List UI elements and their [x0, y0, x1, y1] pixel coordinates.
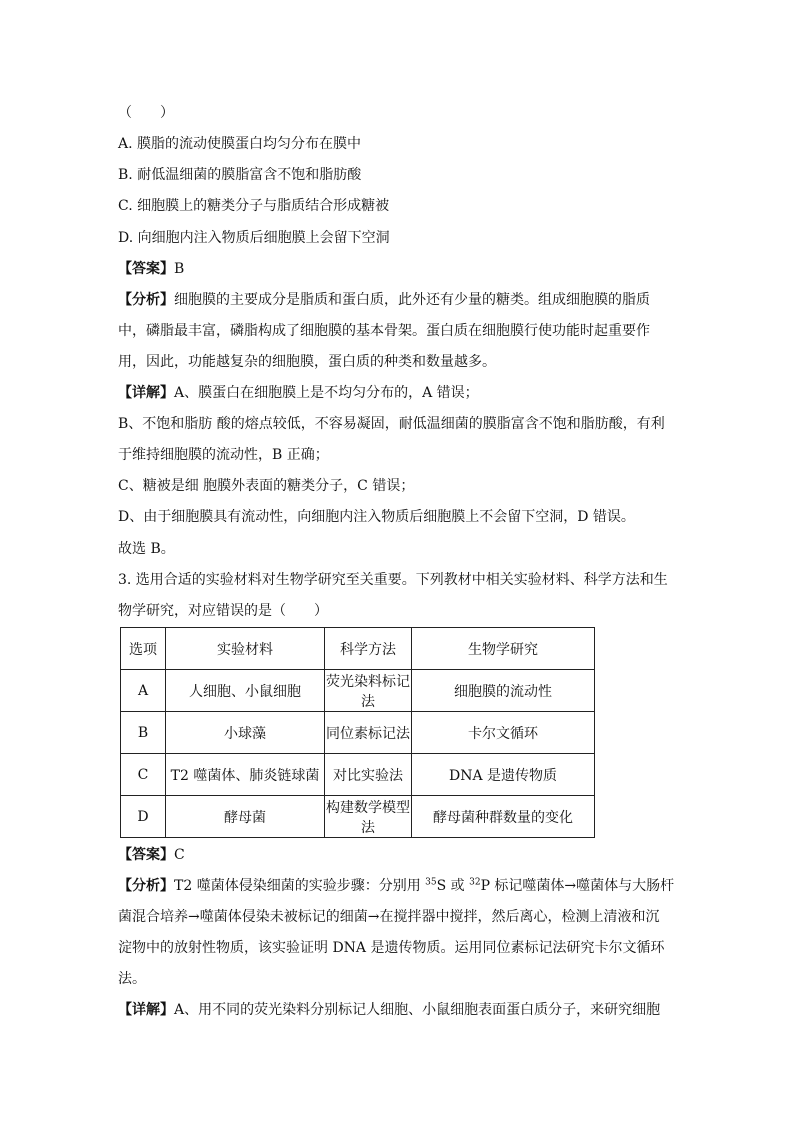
table-cell: 人细胞、小鼠细胞 [166, 670, 325, 712]
table-cell: 构建数学模型法 [325, 796, 412, 838]
q2-detail-line-3: 于维持细胞膜的流动性，B 正确； [118, 447, 329, 463]
answer-value: B [174, 261, 185, 277]
q3-analysis-line-1 [118, 876, 678, 896]
analysis-tag: 【分析】 [118, 878, 174, 894]
table-cell: B [121, 712, 166, 754]
q3-analysis-line-3: 淀物中的放射性物质，该实验证明 DNA 是遗传物质。运用同位素标记法研究卡尔文循环 [118, 940, 665, 956]
detail-text: A、膜蛋白在细胞膜上是不均匀分布的，A 错误； [174, 385, 479, 401]
table-cell: C [121, 754, 166, 796]
option-c: C. 细胞膜上的糖类分子与脂质结合形成糖被 [118, 198, 390, 214]
table-header-row [121, 628, 595, 670]
isotope-mass: 32 [469, 877, 481, 888]
analysis-text: S 或 [436, 878, 470, 894]
detail-tag: 【详解】 [118, 385, 174, 401]
option-a: A. 膜脂的流动使膜蛋白均匀分布在膜中 [118, 136, 362, 152]
answer-value: C [174, 847, 185, 863]
option-b: B. 耐低温细菌的膜脂富含不饱和脂肪酸 [118, 167, 362, 183]
q2-analysis-line-1 [118, 290, 678, 310]
analysis-text: T2 噬菌体侵染细菌的实验步骤：分别用 [174, 878, 426, 894]
q2-analysis-line-3: 用，因此，功能越复杂的细胞膜，蛋白质的种类和数量越多。 [118, 354, 496, 370]
q2-answer-line [118, 259, 678, 279]
table-cell: D [121, 796, 166, 838]
table-cell: 酵母菌 [166, 796, 325, 838]
table-cell: 酵母菌种群数量的变化 [412, 796, 595, 838]
option-d: D. 向细胞内注入物质后细胞膜上会留下空洞 [118, 230, 390, 246]
q2-analysis-line-2: 中，磷脂最丰富，磷脂构成了细胞膜的基本骨架。蛋白质在细胞膜行使功能时起重要作 [118, 323, 650, 339]
answer-tag: 【答案】 [118, 847, 174, 863]
table-cell: 荧光染料标记法 [325, 670, 412, 712]
table-cell: 小球藻 [166, 712, 325, 754]
table-row [121, 670, 595, 712]
table-header-cell: 生物学研究 [412, 628, 595, 670]
q2-detail-line-1 [118, 383, 678, 403]
q2-detail-line-4: C、糖被是细 胞膜外表面的糖类分子，C 错误； [118, 478, 415, 494]
detail-text: A、用不同的荧光染料分别标记人细胞、小鼠细胞表面蛋白质分子，来研究细胞 [174, 1002, 661, 1018]
q3-detail-line-1 [118, 1000, 678, 1020]
table-row [121, 712, 595, 754]
table-row [121, 796, 595, 838]
comparison-table [120, 627, 595, 838]
q3-stem-line-1: 3. 选用合适的实验材料对生物学研究至关重要。下列教材中相关实验材料、科学方法和生 [118, 572, 668, 588]
table-cell: T2 噬菌体、肺炎链球菌 [166, 754, 325, 796]
q3-analysis-line-4: 法。 [118, 971, 146, 987]
table-cell: DNA 是遗传物质 [412, 754, 595, 796]
answer-tag: 【答案】 [118, 261, 174, 277]
q2-detail-line-5: D、由于细胞膜具有流动性，向细胞内注入物质后细胞膜上不会留下空洞，D 错误。 [118, 509, 635, 525]
table-cell: 对比实验法 [325, 754, 412, 796]
q2-conclusion: 故选 B。 [118, 541, 175, 557]
table-header-cell: 科学方法 [325, 628, 412, 670]
table-cell: 同位素标记法 [325, 712, 412, 754]
table-row [121, 754, 595, 796]
q3-analysis-line-2: 菌混合培养→噬菌体侵染未被标记的细菌→在搅拌器中搅拌，然后离心，检测上清液和沉 [118, 909, 660, 925]
q3-answer-line [118, 845, 678, 865]
analysis-tag: 【分析】 [118, 292, 174, 308]
table-cell: 细胞膜的流动性 [412, 670, 595, 712]
question-bracket: （ ） [118, 105, 174, 121]
table-header-cell: 选项 [121, 628, 166, 670]
q3-stem-line-2: 物学研究，对应错误的是（ ） [118, 603, 328, 619]
detail-tag: 【详解】 [118, 1002, 174, 1018]
analysis-text: P 标记噬菌体→噬菌体与大肠杆 [480, 878, 675, 894]
table-header-cell: 实验材料 [166, 628, 325, 670]
table-cell: 卡尔文循环 [412, 712, 595, 754]
isotope-mass: 35 [425, 877, 437, 888]
q2-detail-line-2: B、不饱和脂肪 酸的熔点较低，不容易凝固，耐低温细菌的膜脂富含不饱和脂肪酸，有利 [118, 416, 665, 432]
table-cell: A [121, 670, 166, 712]
analysis-text: 细胞膜的主要成分是脂质和蛋白质，此外还有少量的糖类。组成细胞膜的脂质 [174, 292, 650, 308]
